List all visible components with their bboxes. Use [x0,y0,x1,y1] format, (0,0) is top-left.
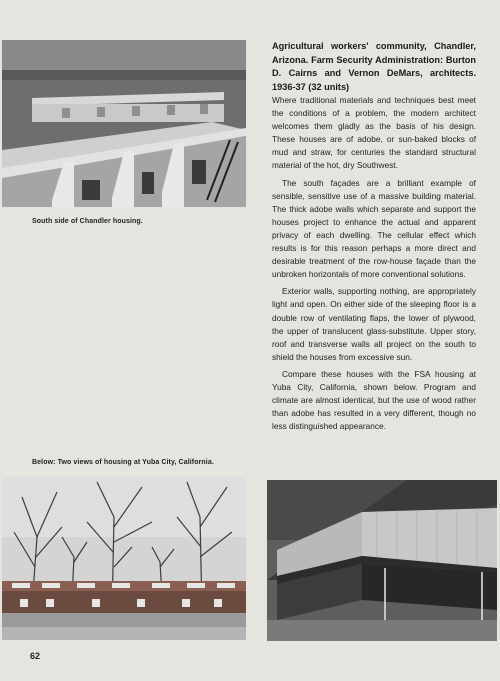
yuba-photos-caption: Below: Two views of housing at Yuba City, California. [32,459,214,466]
article-paragraph: The south façades are a brilliant example of sensible, sensitive use of a massive building material. The thick adobe walls which separate and support the houses project to enhance the actual and apparent privacy of each dwelling. The cellular effect which results is for this reason perhaps a more direct and desirable treatment of the row-house façade than the unbroken horizontals of more conventional solutions. [272,177,476,280]
chandler-housing-photo [2,40,246,207]
article-paragraph: Where traditional materials and techniques best meet the conditions of a problem, the modern architect welcomes them gladly as the basis of his design. These houses are of adobe, or sun-baked blocks of mud and straw, for centuries the standard structural material of the hot, dry Southwest. [272,95,476,171]
chandler-photo-caption: South side of Chandler housing. [32,218,143,225]
page-number: 62 [30,651,41,661]
yuba-city-housing-photo-right [267,480,497,641]
article-paragraph: Exterior walls, supporting nothing, are appropriately light and open. On either side of the sleeping floor is a double row of ventilating flaps, the lower of plywood, the upper of translucent glass-substitute. Upper story, roof and transverse walls all project on the south to shield the houses from excessive sun. [272,286,476,362]
yuba-city-housing-photo-left [2,477,246,640]
article-heading: Agricultural workers' community, Chandler, Arizona. Farm Security Administration: Burton D. Cairns and Vernon DeMars, architects. 1936-37 (32 units) [272,41,476,92]
article-body [272,94,476,437]
article-paragraph: Compare these houses with the FSA housing at Yuba City, California, shown below. Program and climate are almost identical, but the use of wood rather than adobe has resulted in a very different, though no less distinguished appearance. [272,368,476,432]
